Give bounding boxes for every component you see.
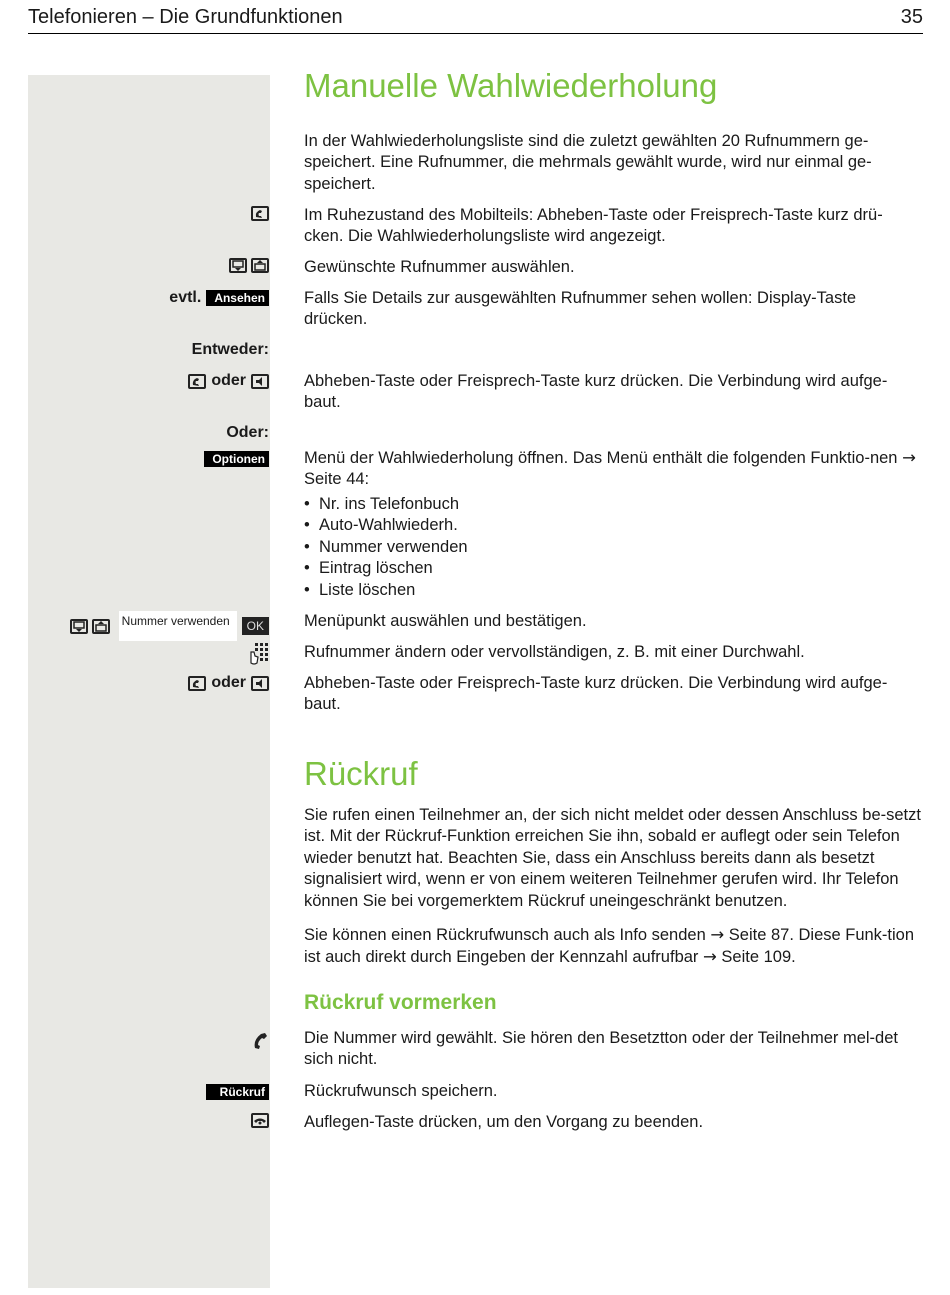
arrow-icon: → xyxy=(703,947,717,967)
step-select: Gewünschte Rufnummer auswählen. xyxy=(304,258,575,276)
step-dialed: Die Nummer wird gewählt. Sie hören den Besetztton oder der Teilnehmer mel-det sich nicht. xyxy=(304,1029,898,1069)
section-heading-rueckruf: Rückruf xyxy=(304,755,418,792)
step-end: Auflegen-Taste drücken, um den Vorgang zu beenden. xyxy=(304,1113,704,1131)
list-item: • Eintrag löschen xyxy=(304,558,904,579)
talk-key-icon xyxy=(188,676,206,691)
talk-key-icon xyxy=(188,374,206,389)
step-confirm: Menüpunkt auswählen und bestätigen. xyxy=(304,612,587,630)
softkey-rueckruf: Rückruf xyxy=(206,1084,269,1100)
list-item: • Liste löschen xyxy=(304,580,904,601)
handset-icon xyxy=(253,1032,269,1050)
list-item: • Nr. ins Telefonbuch xyxy=(304,494,904,515)
margin-label-menu-confirm xyxy=(70,611,269,641)
display-excerpt: Nummer verwenden xyxy=(119,611,237,641)
speaker-key-icon xyxy=(251,676,269,691)
oder-word: oder xyxy=(211,372,246,389)
arrow-icon: → xyxy=(710,925,725,944)
evtl-label: evtl. xyxy=(169,289,202,306)
step-save: Rückrufwunsch speichern. xyxy=(304,1082,498,1100)
keypad-icon xyxy=(249,643,269,665)
step-call: Abheben-Taste oder Freisprech-Taste kurz drücken. Die Verbindung wird aufge-baut. xyxy=(304,372,888,412)
margin-label-talk-or-speaker-2 xyxy=(188,674,269,692)
margin-label-oder: Oder: xyxy=(226,424,269,441)
rueckruf-paragraph-1: Sie rufen einen Teilnehmer an, der sich nicht meldet oder dessen Anschluss be-setzt ist. Mit der Rückruf-Funktion erreichen Sie ihn, sobald er auflegt oder sein Telefon wieder benutzt hat. Beachten Sie, dass ein Anschluss bereits dann als besetzt signalisiert wird, wenn er von einem weiteren Teilnehmer gerufen wird. Ihr Telefon können Sie bei vorgemerktem Rückruf uneingeschränkt benutzen. xyxy=(304,806,921,910)
section-heading-wahlwiederholung: Manuelle Wahlwiederholung xyxy=(304,67,718,104)
speaker-key-icon xyxy=(251,374,269,389)
margin-label-talk-or-speaker xyxy=(188,372,269,390)
margin-label-end-key xyxy=(251,1113,269,1128)
arrow-icon: → xyxy=(902,448,916,467)
margin-label-entweder: Entweder: xyxy=(191,341,269,358)
page-number: 35 xyxy=(900,6,923,28)
control-key-up-icon xyxy=(251,258,269,273)
end-call-key-icon xyxy=(251,1113,269,1128)
softkey-optionen: Optionen xyxy=(204,451,269,467)
margin-label-keypad xyxy=(249,643,269,665)
margin-label-evtl xyxy=(169,289,269,307)
running-header-title: Telefonieren – Die Grundfunktionen xyxy=(28,6,343,28)
margin-label-control-keys xyxy=(229,258,269,273)
rueckruf-paragraph-2: Sie können einen Rückrufwunsch auch als Info senden → Seite 87. Diese Funk-tion ist auch direkt durch Eingeben der Kennzahl aufrufbar → Seite 109. xyxy=(304,925,915,967)
step-call-2: Abheben-Taste oder Freisprech-Taste kurz drücken. Die Verbindung wird aufge-baut. xyxy=(304,674,888,714)
step-menu: Menü der Wahlwiederholung öffnen. Das Menü enthält die folgenden Funktio-nen → Seite 44: xyxy=(304,448,916,489)
control-key-down-icon xyxy=(229,258,247,273)
subheading-rueckruf-vormerken: Rückruf vormerken xyxy=(304,991,497,1014)
intro-paragraph: In der Wahlwiederholungsliste sind die zuletzt gewählten 20 Rufnummern ge-speichert. Eine Rufnummer, die mehrmals gewählt wurde, wird nur einmal ge-speichert. xyxy=(304,132,872,193)
list-item: • Nummer verwenden xyxy=(304,537,904,558)
menu-function-list xyxy=(304,494,904,601)
margin-label-optionen xyxy=(204,451,269,467)
margin-label-talk-key xyxy=(251,206,269,221)
oder-word: oder xyxy=(211,674,246,691)
step-edit: Rufnummer ändern oder vervollständigen, z. B. mit einer Durchwahl. xyxy=(304,643,805,661)
control-key-down-icon xyxy=(70,619,88,634)
softkey-ok: OK xyxy=(242,617,269,635)
header-rule xyxy=(28,33,923,34)
step-idle: Im Ruhezustand des Mobilteils: Abheben-Taste oder Freisprech-Taste kurz drü-cken. Die Wahlwiederholungsliste wird angezeigt. xyxy=(304,206,883,246)
step-details: Falls Sie Details zur ausgewählten Rufnummer sehen wollen: Display-Taste drücken. xyxy=(304,289,857,329)
margin-label-handset xyxy=(253,1032,269,1050)
margin-label-rueckruf xyxy=(206,1084,269,1100)
control-key-up-icon xyxy=(92,619,110,634)
list-item: • Auto-Wahlwiederh. xyxy=(304,515,904,536)
talk-key-icon xyxy=(251,206,269,221)
softkey-ansehen: Ansehen xyxy=(206,290,269,306)
